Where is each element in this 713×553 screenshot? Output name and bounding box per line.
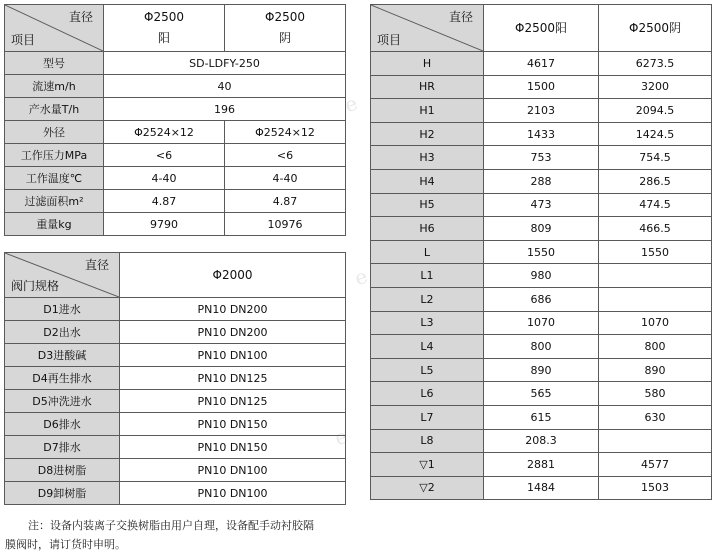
valve-label: D3进酸碱 [5, 344, 120, 367]
watermark-fragment: e [331, 423, 351, 451]
cell-value: 4-40 [225, 167, 346, 190]
cell-value: Φ2524×12 [225, 121, 346, 144]
dim-value-yang: 615 [484, 405, 599, 429]
dim-value-yang: 1500 [484, 75, 599, 99]
dim-value-yin: 3200 [599, 75, 712, 99]
valve-spec: PN10 DN125 [120, 367, 346, 390]
valve-label: D5冲洗进水 [5, 390, 120, 413]
dim-label: L6 [371, 382, 484, 406]
dim-value-yang: 1484 [484, 476, 599, 500]
dim-value-yin: 474.5 [599, 193, 712, 217]
header-top-right-label: 直径 [68, 10, 93, 24]
valve-label: D2出水 [5, 321, 120, 344]
dim-value-yin: 890 [599, 358, 712, 382]
dim-value-yang: 565 [484, 382, 599, 406]
diagonal-header-cell [5, 5, 104, 52]
dim-value-yin: 580 [599, 382, 712, 406]
dim-value-yang: 2881 [484, 453, 599, 477]
footnote-line-1: 注：设备内装离子交换树脂由用户自理，设备配手动衬胶隔 [28, 519, 314, 532]
dim-value-yin: 2094.5 [599, 99, 712, 123]
row-label: 工作压力MPa [5, 144, 104, 167]
column-header-yin: Φ2500阴 [599, 5, 712, 52]
row-label: 外径 [5, 121, 104, 144]
dim-label: H4 [371, 169, 484, 193]
watermark-fragment: e [351, 263, 371, 291]
dim-value-yang: 288 [484, 169, 599, 193]
valve-label: D7排水 [5, 436, 120, 459]
cell-value: <6 [225, 144, 346, 167]
dim-value-yin: 6273.5 [599, 52, 712, 76]
dim-value-yin [599, 429, 712, 453]
dim-label: L3 [371, 311, 484, 335]
footnote-line-2: 膜阀时，请订货时申明。 [5, 538, 126, 551]
column-type: 阴 [278, 31, 291, 45]
valve-label: D8进树脂 [5, 459, 120, 482]
column-header: Φ2000 [120, 253, 346, 298]
cell-value: 4-40 [104, 167, 225, 190]
dim-value-yin: 1070 [599, 311, 712, 335]
dim-value-yang: 980 [484, 264, 599, 288]
watermark-fragment: e [341, 90, 361, 118]
dim-label: L4 [371, 335, 484, 359]
dim-value-yang: 890 [484, 358, 599, 382]
merged-value: 40 [104, 75, 346, 98]
valve-label: D6排水 [5, 413, 120, 436]
header-bottom-left-label: 项目 [11, 33, 36, 47]
dim-value-yang: 208.3 [484, 429, 599, 453]
column-header-yin [225, 5, 346, 52]
cell-value: 4.87 [225, 190, 346, 213]
dim-label: H6 [371, 217, 484, 241]
row-label: 流速m/h [5, 75, 104, 98]
dim-value-yin [599, 264, 712, 288]
dim-label: H2 [371, 122, 484, 146]
column-type: 阳 [157, 31, 170, 45]
dim-value-yang: 1433 [484, 122, 599, 146]
dim-label: L5 [371, 358, 484, 382]
dim-value-yin: 1550 [599, 240, 712, 264]
dim-value-yin: 800 [599, 335, 712, 359]
row-label: 产水量T/h [5, 98, 104, 121]
valve-spec: PN10 DN150 [120, 436, 346, 459]
dim-value-yin: 286.5 [599, 169, 712, 193]
dim-label: L [371, 240, 484, 264]
dim-value-yang: 1070 [484, 311, 599, 335]
dim-value-yin [599, 287, 712, 311]
dim-value-yin: 1424.5 [599, 122, 712, 146]
column-size: Φ2500 [265, 10, 305, 24]
dim-value-yang: 2103 [484, 99, 599, 123]
dim-value-yin: 630 [599, 405, 712, 429]
header-bottom-left-label: 阀门规格 [11, 279, 60, 293]
column-header-yang [104, 5, 225, 52]
valve-label: D4再生排水 [5, 367, 120, 390]
row-label: 过滤面积m² [5, 190, 104, 213]
valve-spec: PN10 DN200 [120, 321, 346, 344]
dim-value-yang: 800 [484, 335, 599, 359]
dim-label: H3 [371, 146, 484, 170]
dim-label: HR [371, 75, 484, 99]
header-top-right-label: 直径 [448, 10, 473, 24]
cell-value: Φ2524×12 [104, 121, 225, 144]
header-bottom-left-label: 项目 [377, 33, 402, 47]
dim-value-yang: 809 [484, 217, 599, 241]
valve-label: D9卸树脂 [5, 482, 120, 505]
valve-spec: PN10 DN100 [120, 482, 346, 505]
column-header-yang: Φ2500阳 [484, 5, 599, 52]
merged-value: 196 [104, 98, 346, 121]
diagonal-header-cell [5, 253, 120, 298]
dim-label: L2 [371, 287, 484, 311]
dim-label: L1 [371, 264, 484, 288]
dim-value-yang: 473 [484, 193, 599, 217]
header-top-right-label: 直径 [84, 258, 109, 272]
dim-value-yang: 686 [484, 287, 599, 311]
valve-spec: PN10 DN150 [120, 413, 346, 436]
dim-value-yin: 754.5 [599, 146, 712, 170]
dim-value-yang: 1550 [484, 240, 599, 264]
valve-table [4, 252, 346, 505]
cell-value: 4.87 [104, 190, 225, 213]
merged-value: SD-LDFY-250 [104, 52, 346, 75]
dim-label: H [371, 52, 484, 76]
footnote [5, 516, 350, 553]
column-size: Φ2500 [144, 10, 184, 24]
dim-value-yin: 466.5 [599, 217, 712, 241]
cell-value: 9790 [104, 213, 225, 236]
dim-value-yin: 1503 [599, 476, 712, 500]
valve-label: D1进水 [5, 298, 120, 321]
valve-spec: PN10 DN200 [120, 298, 346, 321]
valve-spec: PN10 DN100 [120, 459, 346, 482]
dim-label: ▽1 [371, 453, 484, 477]
spec-table [4, 4, 346, 236]
dim-label: L7 [371, 405, 484, 429]
valve-spec: PN10 DN100 [120, 344, 346, 367]
row-label: 重量kg [5, 213, 104, 236]
row-label: 工作温度℃ [5, 167, 104, 190]
cell-value: 10976 [225, 213, 346, 236]
dim-label: L8 [371, 429, 484, 453]
dimension-table [370, 4, 712, 500]
dim-label: H5 [371, 193, 484, 217]
row-label: 型号 [5, 52, 104, 75]
dim-value-yang: 4617 [484, 52, 599, 76]
diagonal-header-cell [371, 5, 484, 52]
dim-value-yang: 753 [484, 146, 599, 170]
cell-value: <6 [104, 144, 225, 167]
dim-label: H1 [371, 99, 484, 123]
dim-label: ▽2 [371, 476, 484, 500]
dim-value-yin: 4577 [599, 453, 712, 477]
valve-spec: PN10 DN125 [120, 390, 346, 413]
